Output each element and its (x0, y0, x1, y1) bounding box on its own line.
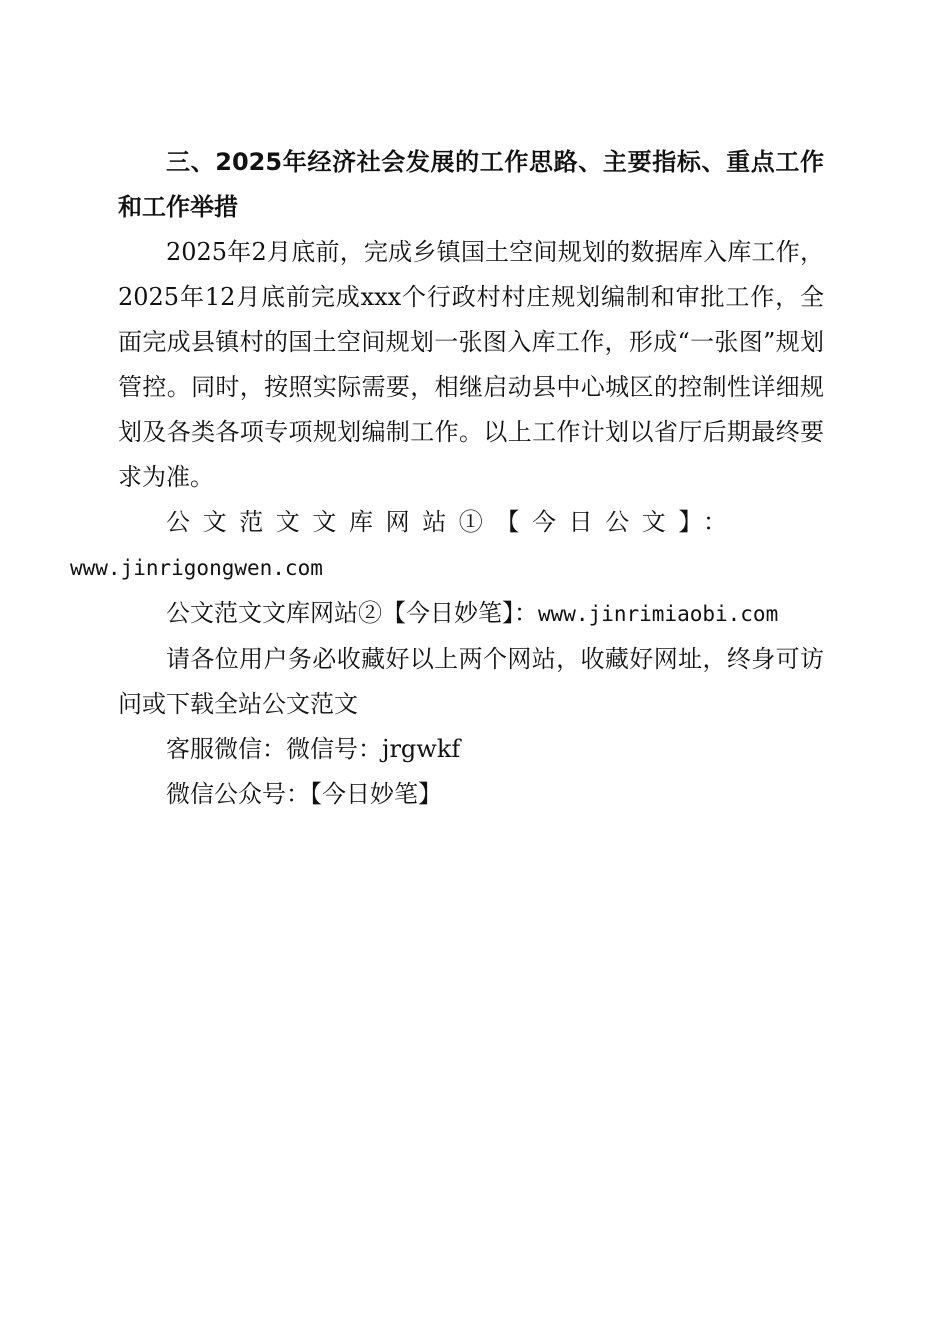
site1-label: 公文范文文库网站①【今日公文】： (166, 508, 740, 536)
site2-label: 公文范文文库网站②【今日妙笔】： (166, 599, 538, 627)
site2-url: www.jinrimiaobi.com (538, 602, 779, 626)
site1-url: www.jinrigongwen.com (70, 556, 323, 580)
wechat-official-line: 微信公众号：【今日妙笔】 (166, 780, 442, 808)
body-paragraph: 2025年2月底前，完成乡镇国土空间规划的数据库入库工作，2025年12月底前完成xxx个行政村村庄规划编制和审批工作，全面完成县镇村的国土空间规划一张图入库工作，形成“一张图”规划管控。同时，按照实际需要，相继启动县中心城区的控制性详细规划及各类各项专项规划编制工作。以上工作计划以省厅后期最终要求为准。 (118, 238, 824, 491)
site1-line (70, 500, 824, 591)
document-body (70, 140, 824, 817)
site2-line (118, 591, 824, 637)
section-heading: 三、2025年经济社会发展的工作思路、主要指标、重点工作和工作举措 (118, 148, 824, 221)
wechat-service-line: 客服微信：微信号：jrgwkf (166, 735, 461, 763)
reminder-paragraph: 请各位用户务必收藏好以上两个网站，收藏好网址，终身可访问或下载全站公文范文 (118, 645, 824, 718)
